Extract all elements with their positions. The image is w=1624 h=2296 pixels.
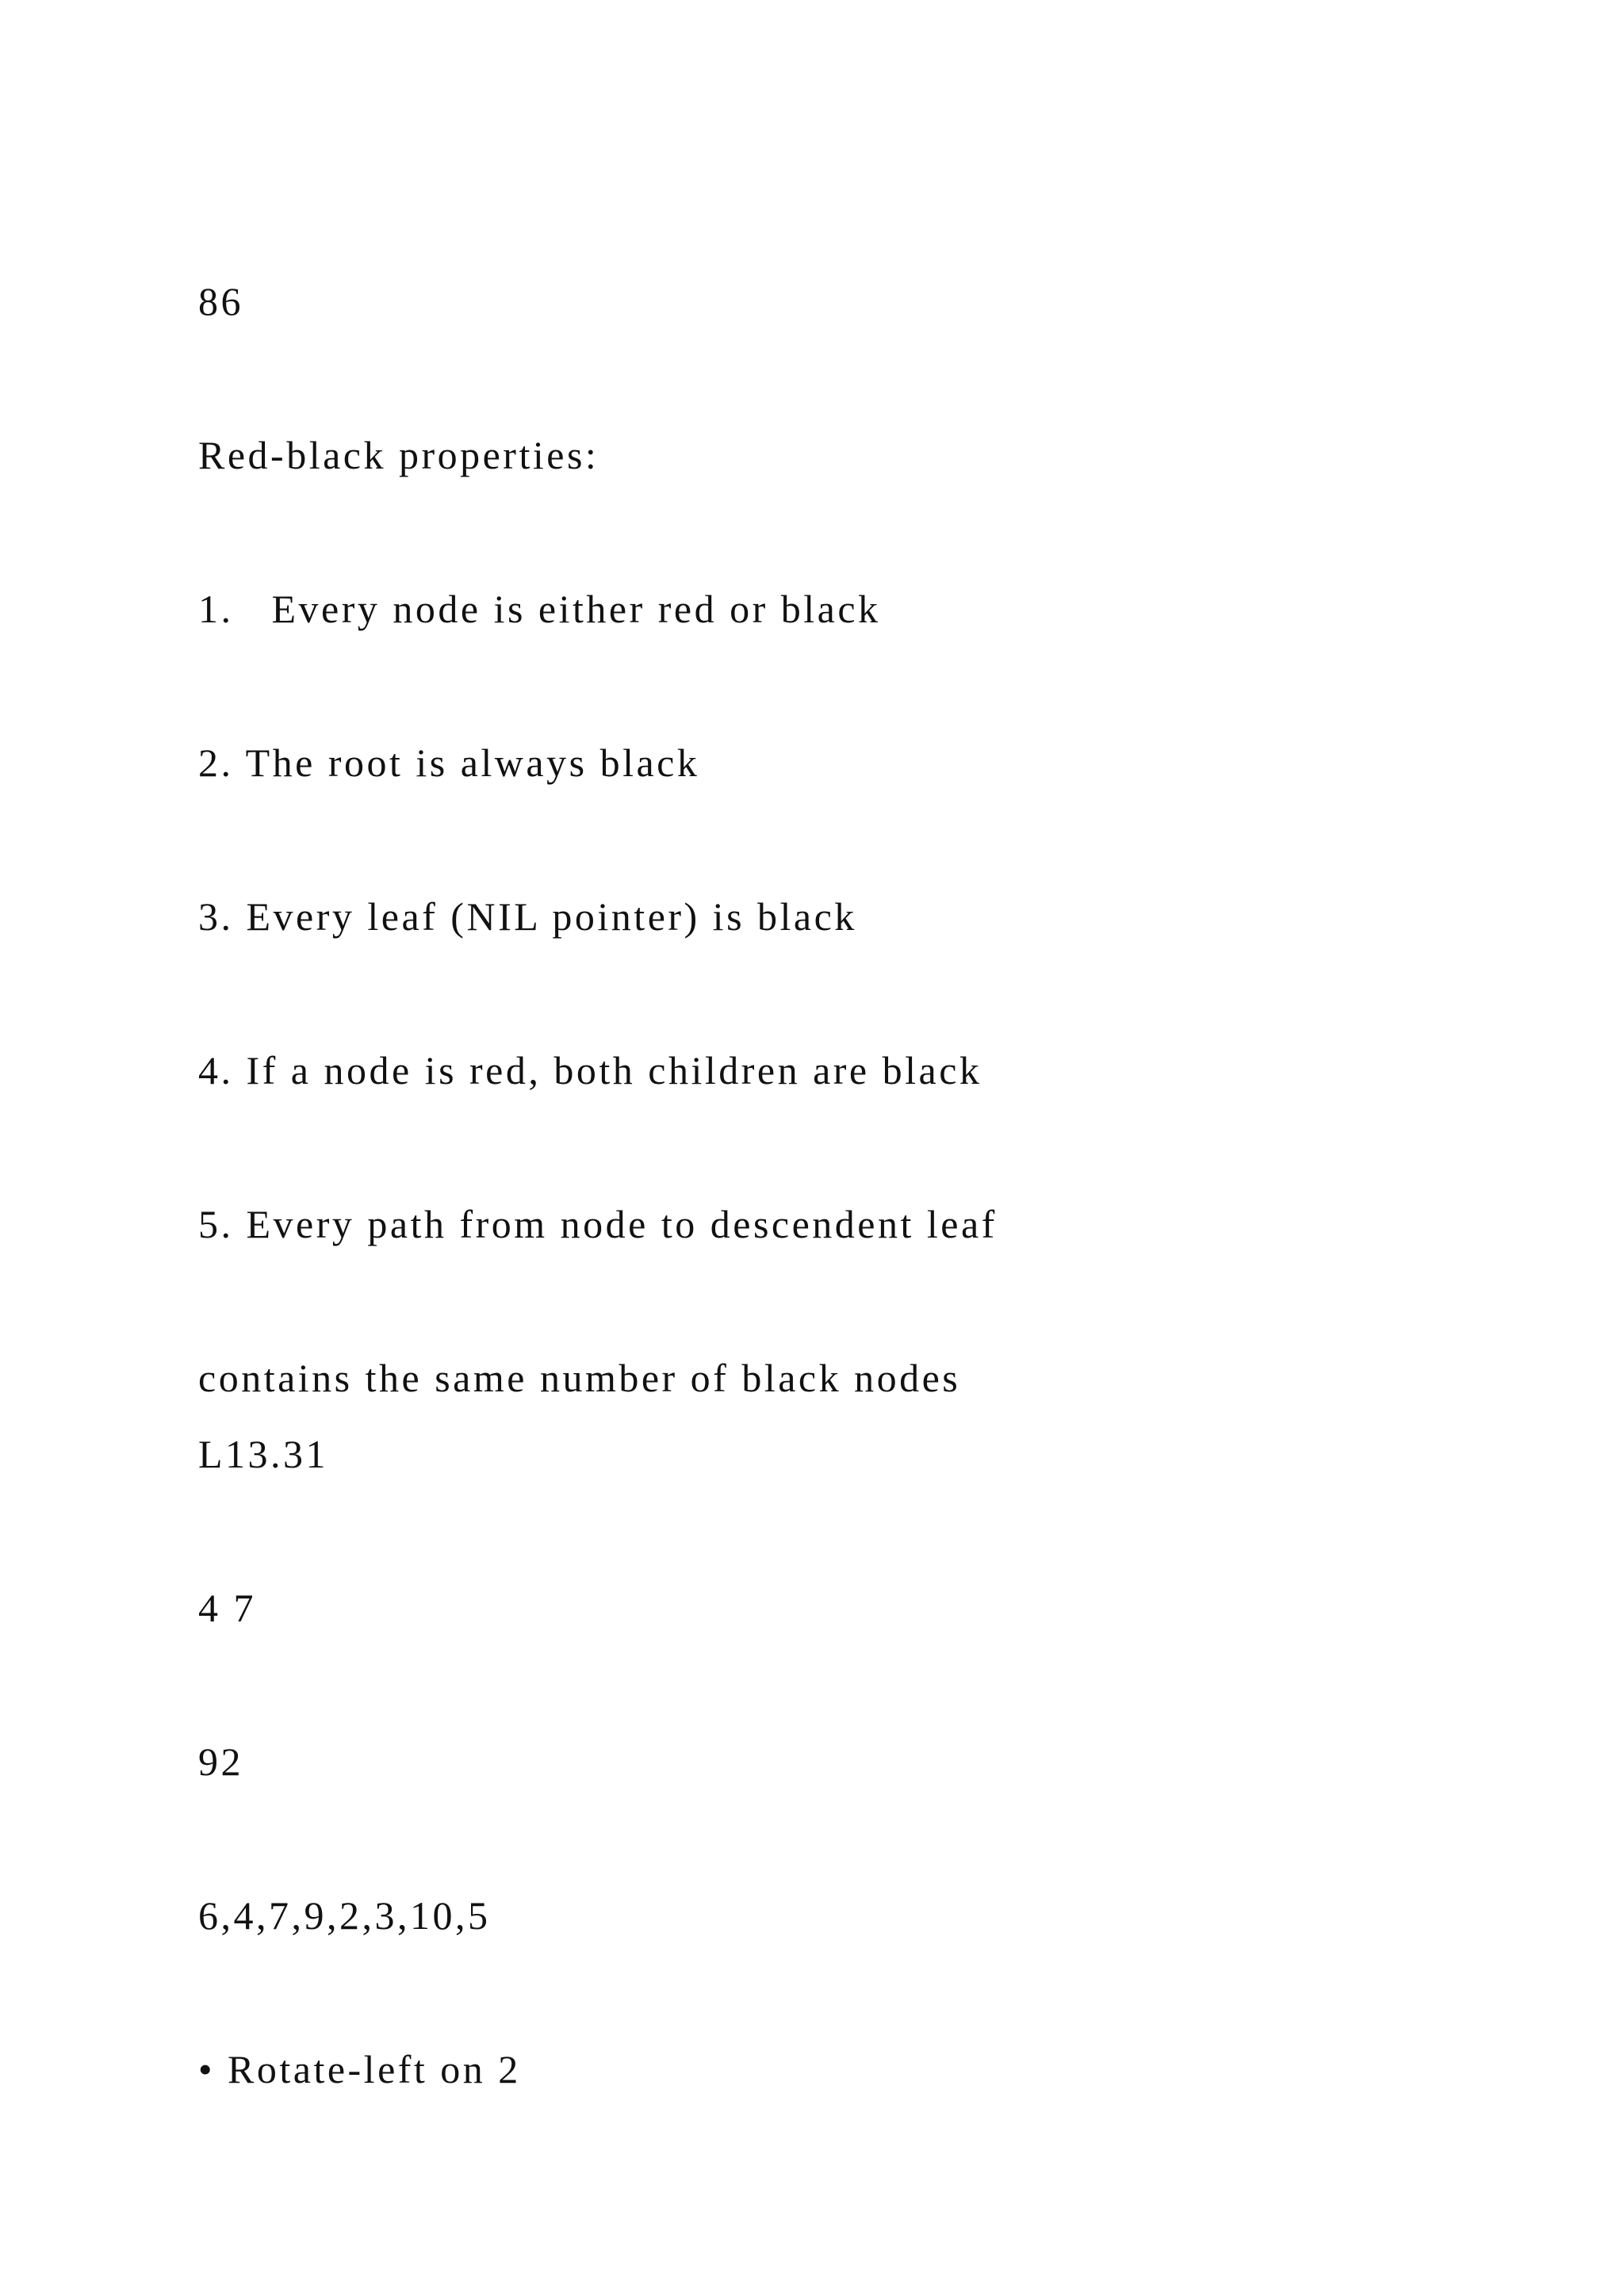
insertion-sequence: 6,4,7,9,2,3,10,5 [198, 1893, 491, 1938]
property-4: 4. If a node is red, both children are black [198, 1048, 982, 1093]
text-fragment: 92 [198, 1739, 243, 1784]
section-heading: Red-black properties: [198, 433, 599, 477]
property-5-cont: contains the same number of black nodes [198, 1356, 961, 1400]
property-2: 2. The root is always black [198, 740, 700, 785]
bullet-item: • Rotate-left on 2 [198, 2047, 521, 2091]
property-5: 5. Every path from node to descendent leaf [198, 1202, 998, 1246]
slide-label: L13.31 [198, 1432, 329, 1476]
text-fragment: 4 7 [198, 1586, 256, 1630]
property-3: 3. Every leaf (NIL pointer) is black [198, 894, 857, 939]
page-number: 86 [198, 279, 243, 323]
property-1: 1. Every node is either red or black [198, 587, 881, 631]
